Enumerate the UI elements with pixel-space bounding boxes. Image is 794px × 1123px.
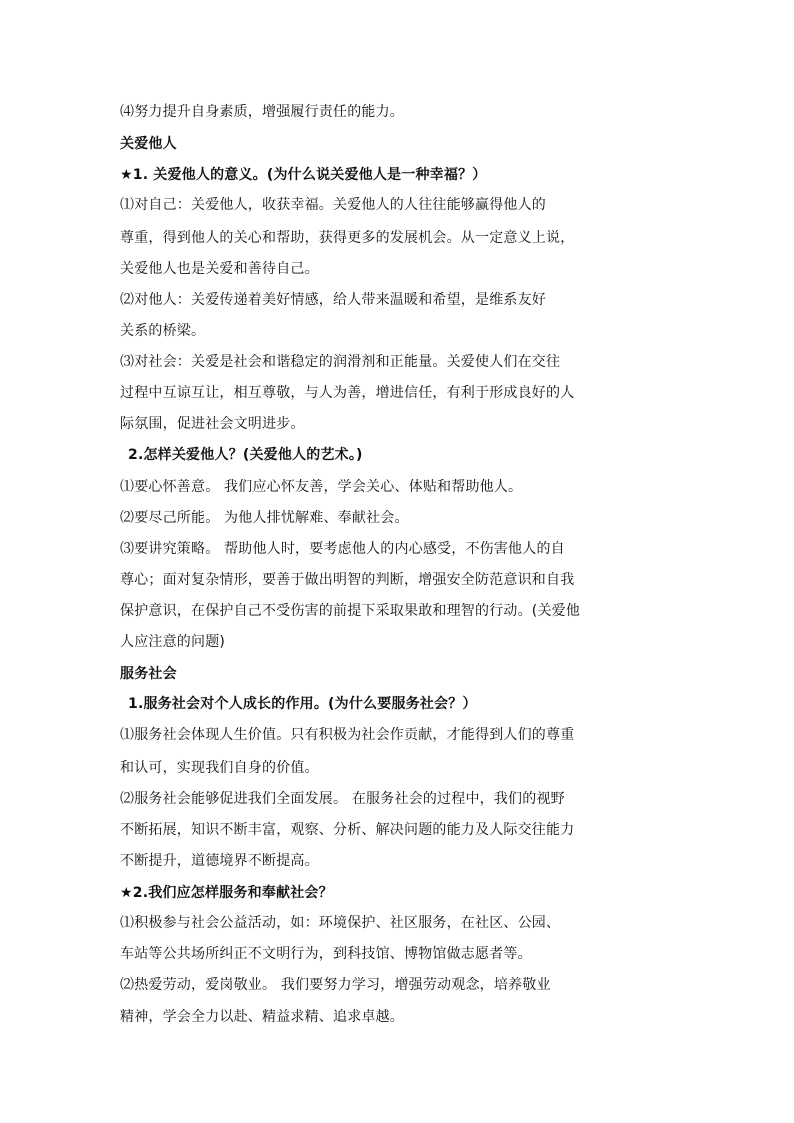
question-heading: 1.服务社会对个人成长的作用。(为什么要服务社会？） (128, 696, 477, 712)
question-heading: ★2.我们应怎样服务和奉献社会？ (120, 885, 333, 901)
text-line: ⑴积极参与社会公益活动，如：环境保护、社区服务，在社区、公园、 (120, 915, 561, 931)
text-line: 和认可，实现我们自身的价值。 (120, 760, 319, 776)
text-line: ⑵对他人：关爱传递着美好情感，给人带来温暖和希望，是维系友好 (120, 292, 546, 308)
text-line: 不断拓展，知识不断丰富，观察、分析、解决问题的能力及人际交往能力 (120, 822, 575, 838)
question-heading: 2.怎样关爱他人？(关爱他人的艺术。) (128, 447, 363, 463)
text-line: ⑵服务社会能够促进我们全面发展。 在服务社会的过程中，我们的视野 (120, 791, 565, 807)
text-line: 人应注意的问题) (120, 634, 226, 650)
text-line: ⑴服务社会体现人生价值。只有积极为社会作贡献，才能得到人们的尊重 (120, 727, 575, 743)
question-heading: ★1. 关爱他人的意义。(为什么说关爱他人是一种幸福？） (120, 167, 487, 183)
text-line: ⑵热爱劳动，爱岗敬业。 我们要努力学习，增强劳动观念，培养敬业 (120, 977, 551, 993)
text-line: ⑶对社会：关爱是社会和谐稳定的润滑剂和正能量。关爱使人们在交往 (120, 354, 561, 370)
text-line: 不断提升，道德境界不断提高。 (120, 853, 319, 869)
section-heading-caring-for-others: 关爱他人 (120, 136, 177, 152)
text-line: ⑷努力提升自身素质，增强履行责任的能力。 (120, 104, 404, 120)
section-heading-serving-society: 服务社会 (120, 666, 177, 682)
text-line: 车站等公共场所纠正不文明行为，到科技馆、博物馆做志愿者等。 (120, 946, 532, 962)
text-line: 关系的桥梁。 (120, 323, 206, 339)
text-line: 尊心；面对复杂情形，要善于做出明智的判断，增强安全防范意识和自我 (120, 572, 575, 588)
text-line: ⑴对自己：关爱他人，收获幸福。关爱他人的人往往能够赢得他人的 (120, 197, 546, 213)
text-line: 精神，学会全力以赴、精益求精、追求卓越。 (120, 1009, 404, 1025)
text-line: 保护意识，在保护自己不受伤害的前提下采取果敢和理智的行动。(关爱他 (120, 603, 581, 619)
text-line: 尊重，得到他人的关心和帮助，获得更多的发展机会。从一定意义上说， (120, 230, 575, 246)
text-line: 关爱他人也是关爱和善待自己。 (120, 261, 319, 277)
text-line: 际氛围，促进社会文明进步。 (120, 416, 305, 432)
text-line: ⑵要尽己所能。 为他人排忧解难、奉献社会。 (120, 510, 409, 526)
text-line: ⑴要心怀善意。 我们应心怀友善，学会关心、体贴和帮助他人。 (120, 479, 523, 495)
text-line: ⑶要讲究策略。 帮助他人时，要考虑他人的内心感受，不伤害他人的自 (120, 541, 565, 557)
text-line: 过程中互谅互让，相互尊敬，与人为善，增进信任，有利于形成良好的人 (120, 385, 575, 401)
